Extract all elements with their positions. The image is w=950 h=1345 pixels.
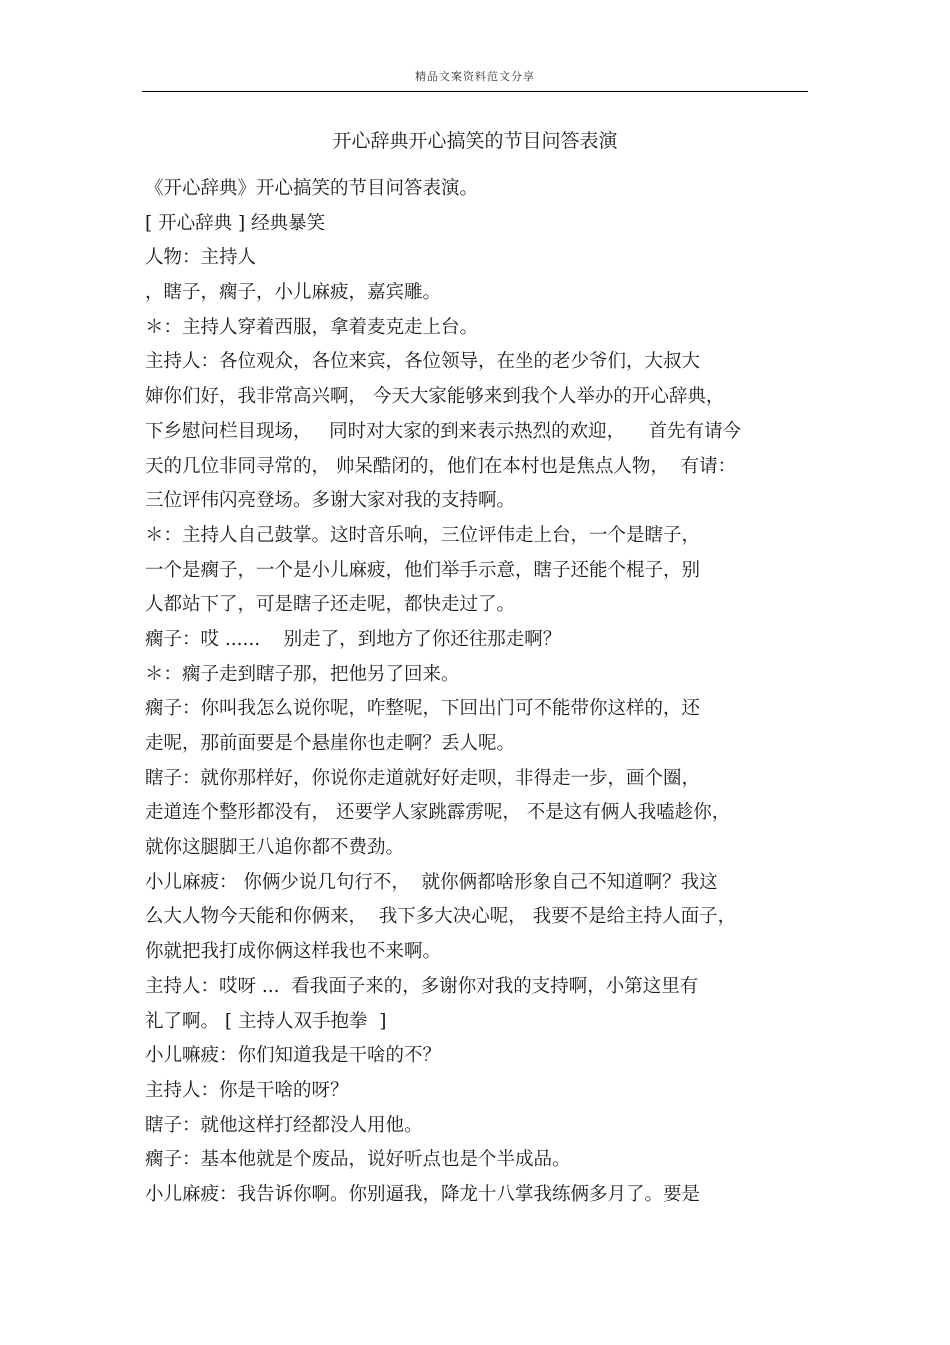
body-line: 小儿麻疲：我告诉你啊。你别逼我，降龙十八掌我练俩多月了。要是 — [145, 1183, 701, 1205]
body-line: 婶你们好，我非常高兴啊， 今天大家能够来到我个人举办的开心辞典， — [145, 386, 725, 408]
body-line: 天的几位非同寻常的， 帅呆酷闭的，他们在本村也是焦点人物， 有请： — [145, 455, 737, 477]
body-line: 人物：主持人 — [145, 247, 257, 269]
body-line: [ 开心辞典 ] 经典暴笑 — [145, 212, 326, 234]
header-divider — [142, 91, 808, 92]
body-line: 礼了啊。 [ 主持人双手抱拳 ] — [145, 1010, 387, 1032]
body-line: 瘸子：你叫我怎么说你呢，咋整呢，下回出门可不能带你这样的，还 — [145, 698, 701, 720]
body-line: 小儿嘛疲：你们知道我是干啥的不？ — [145, 1045, 442, 1067]
running-header: 精品文案资料范文分享 — [415, 70, 535, 83]
body-line: 主持人：哎呀 ... 看我面子来的，多谢你对我的支持啊，小第这里有 — [145, 975, 699, 997]
body-line: 下乡慰问栏目现场， 同时对大家的到来表示热烈的欢迎， 首先有请今 — [145, 420, 742, 442]
body-line: 么大人物今天能和你俩来， 我下多大决心呢， 我要不是给主持人面子， — [145, 906, 737, 928]
body-line: 瞎子：就他这样打经都没人用他。 — [145, 1114, 423, 1136]
document-body — [145, 172, 815, 1213]
document-title: 开心辞典开心搞笑的节目问答表演 — [332, 130, 618, 152]
body-line: 走道连个整形都没有， 还要学人家跳霹雳呢， 不是这有俩人我嗑趁你， — [145, 802, 731, 824]
body-line: 瘸子：基本他就是个废品，说好听点也是个半成品。 — [145, 1149, 571, 1171]
body-line: 人都站下了，可是瞎子还走呢，都快走过了。 — [145, 594, 516, 616]
body-line: ＊：主持人自己鼓掌。这时音乐响，三位评伟走上台，一个是瞎子， — [145, 524, 701, 546]
body-line: 走呢，那前面要是个悬崖你也走啊？丢人呢。 — [145, 733, 516, 754]
body-line: ，瞎子，瘸子，小儿麻疲，嘉宾雕。 — [145, 282, 442, 304]
body-line: 瘸子：哎 ...... 别走了，到地方了你还往那走啊？ — [145, 628, 562, 650]
body-line: 主持人：你是干啥的呀？ — [145, 1079, 349, 1101]
body-line: 就你这腿脚王八追你都不费劲。 — [145, 837, 405, 859]
body-line: 主持人：各位观众，各位来宾，各位领导，在坐的老少爷们，大叔大 — [145, 351, 701, 373]
body-line: 你就把我打成你俩这样我也不来啊。 — [145, 941, 442, 963]
body-line: 三位评伟闪亮登场。多谢大家对我的支持啊。 — [145, 490, 516, 512]
body-line: 《开心辞典》开心搞笑的节目问答表演。 — [145, 178, 479, 199]
body-line: ＊：瘸子走到瞎子那，把他另了回来。 — [145, 663, 460, 685]
body-line: 瞎子：就你那样好，你说你走道就好好走呗，非得走一步，画个圈， — [145, 767, 701, 789]
body-line: 一个是瘸子，一个是小儿麻疲，他们举手示意，瞎子还能个棍子，别 — [145, 559, 701, 581]
body-line: 小儿麻疲： 你俩少说几句行不， 就你俩都啥形象自己不知道啊？我这 — [145, 871, 718, 893]
body-line: ＊：主持人穿着西服，拿着麦克走上台。 — [145, 316, 479, 338]
